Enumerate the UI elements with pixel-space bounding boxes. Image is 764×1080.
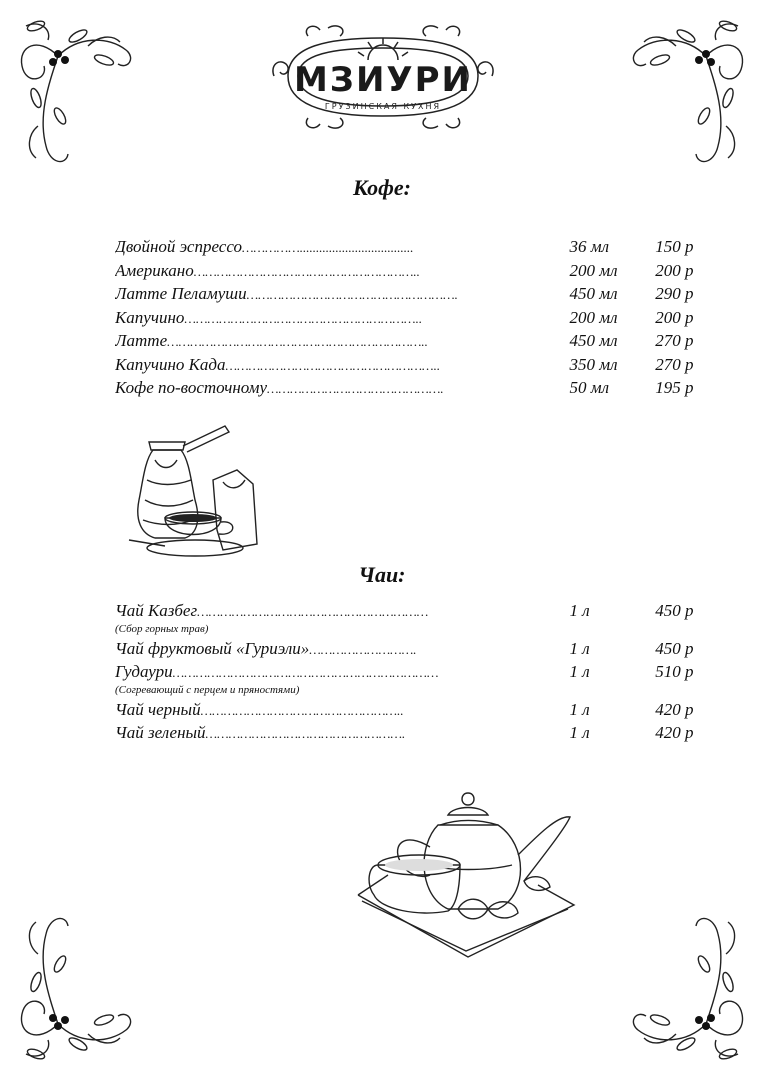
menu-item-name: Чай Казбег…………………………………………………… [115, 601, 429, 620]
menu-item [115, 723, 715, 747]
menu-item-name: Латте………………………………………………………….. [115, 331, 428, 350]
menu-item-price: 200 р [655, 307, 694, 327]
menu-item [115, 237, 715, 261]
menu-item-price: 510 р [655, 662, 694, 681]
menu-item-volume: 350 мл [569, 354, 618, 374]
menu-item [115, 662, 715, 686]
corner-ornament-icon [8, 6, 148, 186]
tea-menu-list [115, 601, 715, 747]
corner-ornament-icon [616, 894, 756, 1074]
corner-ornament-icon [616, 6, 756, 186]
menu-item-price: 270 р [655, 331, 694, 350]
menu-item-price: 450 р [655, 601, 694, 620]
menu-item-volume: 1 л [569, 601, 590, 620]
menu-item [115, 355, 715, 379]
menu-item-volume: 200 мл [569, 307, 618, 327]
menu-item-name: Чай фруктовый «Гуриэли»………………………. [115, 638, 417, 658]
menu-item-volume: 1 л [569, 662, 590, 681]
menu-item-price: 450 р [655, 638, 694, 658]
menu-item-name: Американо………………………………………………….. [115, 260, 420, 280]
menu-item-name: Чай черный…………………………………………….. [115, 699, 404, 719]
menu-item-price: 195 р [655, 378, 694, 397]
menu-item-volume: 1 л [569, 699, 590, 719]
coffee-section-title: Кофе: [353, 175, 411, 200]
logo-subtitle: ГРУЗИНСКАЯ КУХНЯ [324, 102, 442, 111]
menu-item-volume: 1 л [569, 723, 590, 742]
menu-item [115, 378, 715, 402]
coffee-pot-icon [125, 420, 275, 565]
menu-item-name: Капучино…………………………………………………….. [115, 307, 423, 327]
menu-item-volume: 450 мл [569, 284, 618, 303]
menu-item-note: (Согревающий с перцем и пряностями) [115, 683, 300, 696]
menu-item-volume: 1 л [569, 638, 590, 658]
menu-item-name: Двойной эспрессо……………................................... [115, 237, 414, 256]
menu-item-name: Гудаури…………………………………………………………… [115, 662, 439, 681]
teapot-icon [348, 785, 583, 960]
logo-title: МЗИУРИ [293, 60, 473, 100]
menu-item-name: Кофе по-восточному………………………………………. [115, 378, 444, 397]
corner-ornament-icon [8, 894, 148, 1074]
menu-item [115, 308, 715, 332]
menu-item [115, 700, 715, 724]
menu-item [115, 331, 715, 355]
menu-item-volume: 450 мл [569, 331, 618, 350]
menu-item-name: Капучино Када……………………………………………….. [115, 354, 441, 374]
menu-item-volume: 200 мл [569, 260, 618, 280]
restaurant-logo [268, 16, 498, 136]
menu-item-price: 150 р [655, 237, 694, 256]
menu-item-price: 290 р [655, 284, 694, 303]
menu-item [115, 261, 715, 285]
menu-item-price: 200 р [655, 260, 694, 280]
coffee-menu-list [115, 237, 715, 402]
menu-item-name: Латте Пеламуши………………………………………………. [115, 284, 458, 303]
menu-item [115, 639, 715, 663]
menu-item-volume: 50 мл [569, 378, 610, 397]
menu-item-price: 420 р [655, 723, 694, 742]
tea-section-title: Чаи: [358, 562, 406, 587]
menu-item-price: 270 р [655, 354, 694, 374]
menu-item-price: 420 р [655, 699, 694, 719]
menu-item [115, 601, 715, 625]
menu-item [115, 284, 715, 308]
menu-item-volume: 36 мл [569, 237, 610, 256]
menu-item-note: (Сбор горных трав) [115, 622, 209, 635]
menu-item-name: Чай зеленый……………………………………………. [115, 723, 406, 742]
